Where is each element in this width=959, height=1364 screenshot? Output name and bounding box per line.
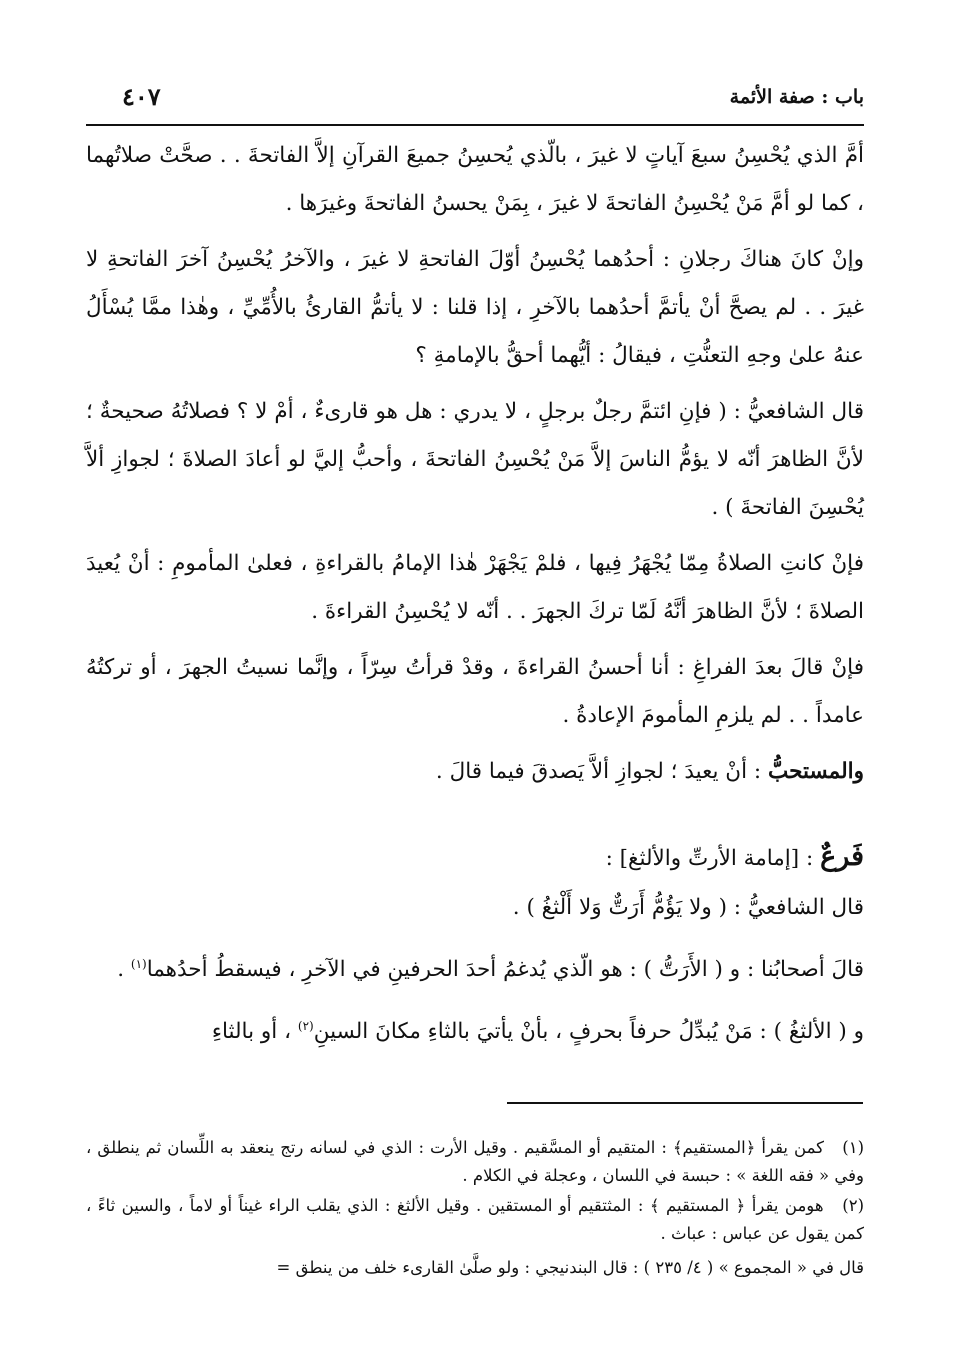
branch-line-text: و ( الألثغُ ) : مَنْ يُبدِّلُ حرفاً بحرفٍ ، بأنْ يأتيَ بالثاءِ مكانَ السينِ xyxy=(313,1019,864,1045)
footnote-ref-1[interactable]: (١) xyxy=(130,957,147,971)
footnote-2 xyxy=(86,1192,864,1248)
paragraph: أمَّ الذي يُحْسِنُ سبعَ آياتٍ لا غيرَ ، بالّذي يُحسِنُ جميعَ القرآنِ إلاَّ الفاتحةَ . . صحَّتْ صلاتُهما ، كما لو أمَّ مَنْ يُحْسِنُ الفاتحةَ لا غيرَ ، بِمَنْ يحسنُ الفاتحةَ وغيرَها . xyxy=(86,143,864,216)
footnote-text: كمن يقرأ ﴿المستقيم﴾ : المتقيم أو المسَّقيم . وقيل الأرت : الذي في لسانه رتج ينعقد به اللِّسان ثم ينطلق ، وفي « فقه اللغة » : حبسة في اللسان ، وعجلة في الكلام . xyxy=(86,1138,864,1185)
paragraph: فإنْ قالَ بعدَ الفراغِ : أنا أحسنُ القراءةَ ، وقدْ قرأتُ سِرّاً ، وإنَّما نسيتُ الجهرَ ، أو تركتُهُ عامداً . . لم يلزمِ المأمومَ الإعادةُ . xyxy=(86,655,864,728)
branch-title-text: : [إمامة الأرتِّ والألثغ] : xyxy=(605,846,814,871)
line-end: . xyxy=(117,957,125,983)
branch-line-text: قالَ أصحابُنا : و ( الأَرَتُّ ) : هو الّذي يُدغمُ أحدَ الحرفينِ في الآخرِ ، فيسقطُ أحدُهما xyxy=(146,957,864,983)
branch-line xyxy=(86,940,864,994)
footnote-continuation: قال في « المجموع » ( ٤/ ٢٣٥ ) : قال البندنيجي : ولو صلَّىٰ القارىء خلف من ينطق = xyxy=(276,1258,864,1277)
page-number: ٤٠٧ xyxy=(122,82,161,111)
main-text xyxy=(86,132,864,796)
mustahab-label: والمستحبُّ xyxy=(768,759,864,784)
footnote-divider xyxy=(507,1102,863,1104)
paragraph: قال الشافعيُّ : ( فإنِ ائتمَّ رجلٌ برجلٍ ، لا يدري : هل هو قارىءٌ ، أمْ لا ؟ فصلاتُهُ صحيحةٌ ؛ لأنَّ الظاهرَ أنّه لا يؤمُّ الناسَ إلاَّ مَنْ يُحْسِنُ الفاتحةَ ، وأحبُّ إليَّ لو أعادَ الصلاةَ ؛ لجوازِ ألاَّ يُحْسِنَ الفاتحةَ ) . xyxy=(86,399,864,520)
mustahab-paragraph xyxy=(86,748,864,796)
footnotes xyxy=(86,1134,864,1282)
header-divider xyxy=(86,124,864,126)
footnote-number: (٢) xyxy=(842,1196,865,1215)
branch-keyword: فَرعٌ xyxy=(820,841,864,872)
footnote-1 xyxy=(86,1134,864,1190)
branch-section xyxy=(86,832,864,1056)
branch-line xyxy=(86,1002,864,1056)
page-header xyxy=(86,82,864,126)
branch-line: قال الشافعيُّ : ( ولا يَؤُمُّ أَرَتٌّ وَلا أَلْثغُ ) . xyxy=(512,895,864,920)
footnote-ref-2[interactable]: (٢) xyxy=(297,1019,314,1034)
paragraph: وإنْ كانَ هناكَ رجلانِ : أحدُهما يُحْسِنُ أوّلَ الفاتحةِ لا غيرَ ، والآخرُ يُحْسِنُ آخرَ الفاتحةِ لا غيرَ . . لم يصحَّ أنْ يأتمَّ أحدُهما بالآخرِ ، إذا قلنا : لا يأتمُّ القارئُ بالأُمِّيِّ ، وهٰذا ممَّا يُسْأَلُ عنهُ علىٰ وجهِ التعنُّتِ ، فيقالُ : أيُّهما أحقُّ بالإمامةِ ؟ xyxy=(86,247,864,368)
mustahab-text: : أنْ يعيدَ ؛ لجوازِ ألاَّ يَصدقَ فيما قالَ . xyxy=(435,759,762,784)
chapter-title: باب : صفة الأئمة xyxy=(729,86,864,108)
branch-line-end: ، أو بالثاءِ xyxy=(211,1019,292,1045)
footnote-text: هومن يقرأ ﴿ المستقيم ﴾ : المثتقيم أو المستقين . وقيل الألثغ : الذي يقلب الراء غيناً أو لاماً ، والسين ثاءً ، كمن يقول عن عباس : عباث . xyxy=(86,1196,864,1243)
footnote-number: (١) xyxy=(842,1138,864,1157)
branch-heading xyxy=(86,832,864,884)
paragraph: فإنْ كانتِ الصلاةُ مِمّا يُجْهَرُ فِيها ، فلمْ يَجْهَرْ هٰذا الإمامُ بالقراءةِ ، فعلىٰ المأمومِ : أنْ يُعيدَ الصلاةَ ؛ لأنَّ الظاهرَ أنَّهُ لَمّا تركَ الجهرَ . . أنّه لا يُحْسِنُ القراءةَ . xyxy=(86,551,864,624)
